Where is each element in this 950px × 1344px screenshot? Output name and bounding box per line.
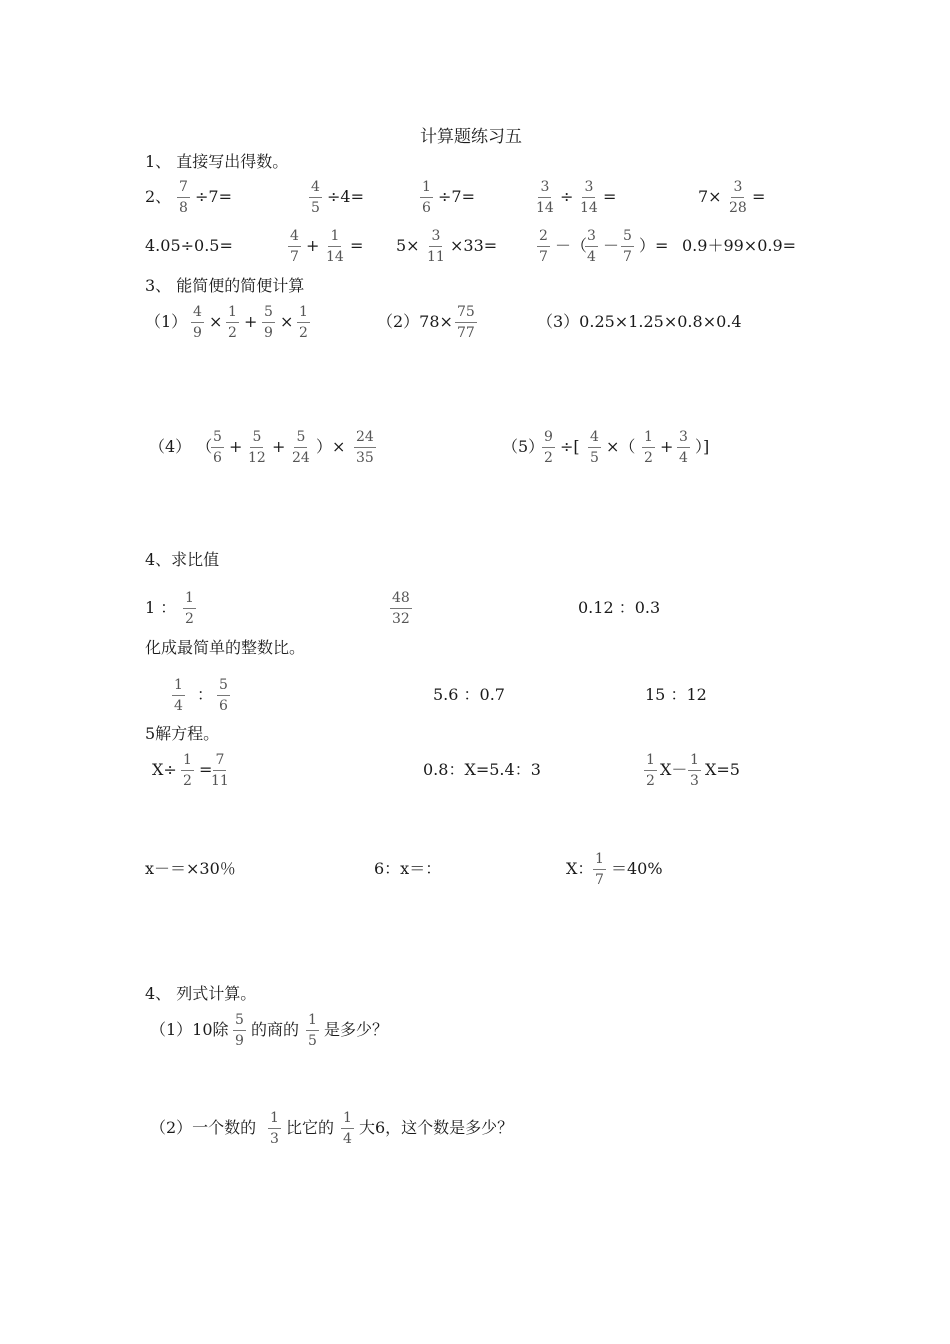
fraction: $\frac{4}{5}$ (588, 430, 601, 465)
fraction: $\frac{5}{24}$ (292, 429, 310, 466)
operator: × (209, 312, 223, 331)
question-text: 大6，这个数是多少？ (359, 1118, 514, 1137)
expression-text: ÷4= (327, 187, 364, 206)
question-text: （2）一个数的 (150, 1118, 257, 1137)
expression-text: ＝40% (611, 859, 663, 878)
fraction: $\frac{5}{12}$ (248, 429, 266, 466)
operator: ×（ (606, 437, 636, 456)
operator: ÷[ (560, 437, 580, 456)
operator: － (603, 236, 620, 255)
expression-text: = (199, 760, 213, 779)
expression-text: 5× (396, 236, 420, 255)
expression-text: x－＝×30％ (145, 859, 236, 878)
fraction: $\frac{2}{7}$ (537, 229, 550, 264)
fraction: $\frac{7}{11}$ (211, 752, 229, 789)
expression-text: ： (197, 685, 214, 704)
expression-text: －（ (555, 236, 588, 255)
fraction: $\frac{5}{6}$ (217, 678, 230, 713)
fraction: $\frac{1}{3}$ (268, 1111, 281, 1146)
question-text: 比它的 (286, 1118, 335, 1137)
section-6-heading: 4、 列式计算。 (145, 984, 257, 1003)
expression-text: 0.9＋99×0.9= (682, 236, 797, 255)
problem-label: （5） (502, 437, 545, 456)
operator: + (660, 437, 674, 456)
fraction: $\frac{3}{4}$ (585, 229, 598, 264)
fraction: $\frac{4}{9}$ (191, 305, 204, 340)
fraction: $\frac{1}{2}$ (644, 753, 657, 788)
expression-text: 15 ：12 (645, 685, 707, 704)
question-text: 的商的 (251, 1020, 300, 1039)
problem-label: （4） （ (149, 437, 213, 456)
fraction: $\frac{1}{2}$ (183, 591, 196, 626)
fraction: $\frac{4}{5}$ (309, 180, 322, 215)
expression-text: 6：x＝： (374, 859, 442, 878)
problem-label: （3）0.25×1.25×0.8×0.4 (537, 312, 742, 331)
expression-text: ÷7= (195, 187, 232, 206)
fraction: $\frac{1}{4}$ (341, 1111, 354, 1146)
question-text: 是多少？ (324, 1020, 389, 1039)
operator: + (306, 236, 320, 255)
expression-text: X： (566, 859, 594, 878)
section-2-label: 2、 (145, 187, 172, 206)
section-3-heading: 3、 能简便的简便计算 (145, 276, 305, 295)
expression-text: 1 ： (145, 598, 177, 617)
fraction: $\frac{9}{2}$ (542, 430, 555, 465)
problem-label: （1） (145, 312, 188, 331)
fraction: $\frac{48}{32}$ (392, 590, 410, 627)
operator: ）] (695, 437, 710, 456)
fraction: $\frac{4}{7}$ (288, 229, 301, 264)
fraction: $\frac{5}{9}$ (233, 1013, 246, 1048)
page-title: 计算题练习五 (420, 127, 522, 147)
fraction: $\frac{1}{7}$ (593, 852, 606, 887)
fraction: $\frac{1}{4}$ (172, 678, 185, 713)
fraction: $\frac{1}{2}$ (181, 753, 194, 788)
expression-text: = (752, 187, 766, 206)
fraction: $\frac{3}{14}$ (580, 179, 598, 216)
fraction: $\frac{24}{35}$ (356, 429, 374, 466)
question-text: （1）10除 (150, 1020, 229, 1039)
expression-text: 0.12 ：0.3 (578, 598, 661, 617)
fraction: $\frac{5}{7}$ (621, 229, 634, 264)
operator: × (280, 312, 294, 331)
fraction: $\frac{1}{2}$ (226, 305, 239, 340)
fraction: $\frac{1}{3}$ (688, 753, 701, 788)
expression-text: ÷7= (438, 187, 475, 206)
fraction: $\frac{3}{11}$ (427, 228, 445, 265)
fraction: $\frac{3}{14}$ (536, 179, 554, 216)
operator: ）× (316, 437, 346, 456)
expression-text: 7× (698, 187, 722, 206)
operator: + (244, 312, 258, 331)
fraction: $\frac{5}{6}$ (211, 430, 224, 465)
fraction: $\frac{7}{8}$ (177, 180, 190, 215)
fraction: $\frac{1}{2}$ (297, 305, 310, 340)
expression-text: 4.05÷0.5= (145, 236, 233, 255)
expression-text: 5.6 ：0.7 (433, 685, 505, 704)
expression-text: X÷ (152, 760, 177, 779)
operator: + (272, 437, 286, 456)
expression-text: ）= (639, 236, 669, 255)
fraction: $\frac{5}{9}$ (262, 305, 275, 340)
expression-text: ×33= (450, 236, 498, 255)
fraction: $\frac{1}{2}$ (642, 430, 655, 465)
operator: + (229, 437, 243, 456)
subsection-heading: 化成最简单的整数比。 (145, 638, 306, 657)
fraction: $\frac{1}{5}$ (306, 1013, 319, 1048)
fraction: $\frac{3}{28}$ (729, 179, 747, 216)
section-1-heading: 1、 直接写出得数。 (145, 152, 289, 171)
expression-text: = (350, 236, 364, 255)
fraction: $\frac{1}{14}$ (326, 228, 344, 265)
fraction: $\frac{75}{77}$ (457, 304, 475, 341)
expression-text: X=5 (705, 760, 740, 779)
fraction: $\frac{1}{6}$ (420, 180, 433, 215)
expression-text: 0.8：X=5.4：3 (423, 760, 541, 779)
expression-text: = (603, 187, 617, 206)
operator: ÷ (560, 187, 574, 206)
fraction: $\frac{3}{4}$ (677, 430, 690, 465)
expression-text: X－ (660, 760, 688, 779)
section-4-heading: 4、求比值 (145, 550, 220, 569)
section-5-heading: 5解方程。 (145, 724, 220, 743)
problem-label: （2）78× (377, 312, 453, 331)
